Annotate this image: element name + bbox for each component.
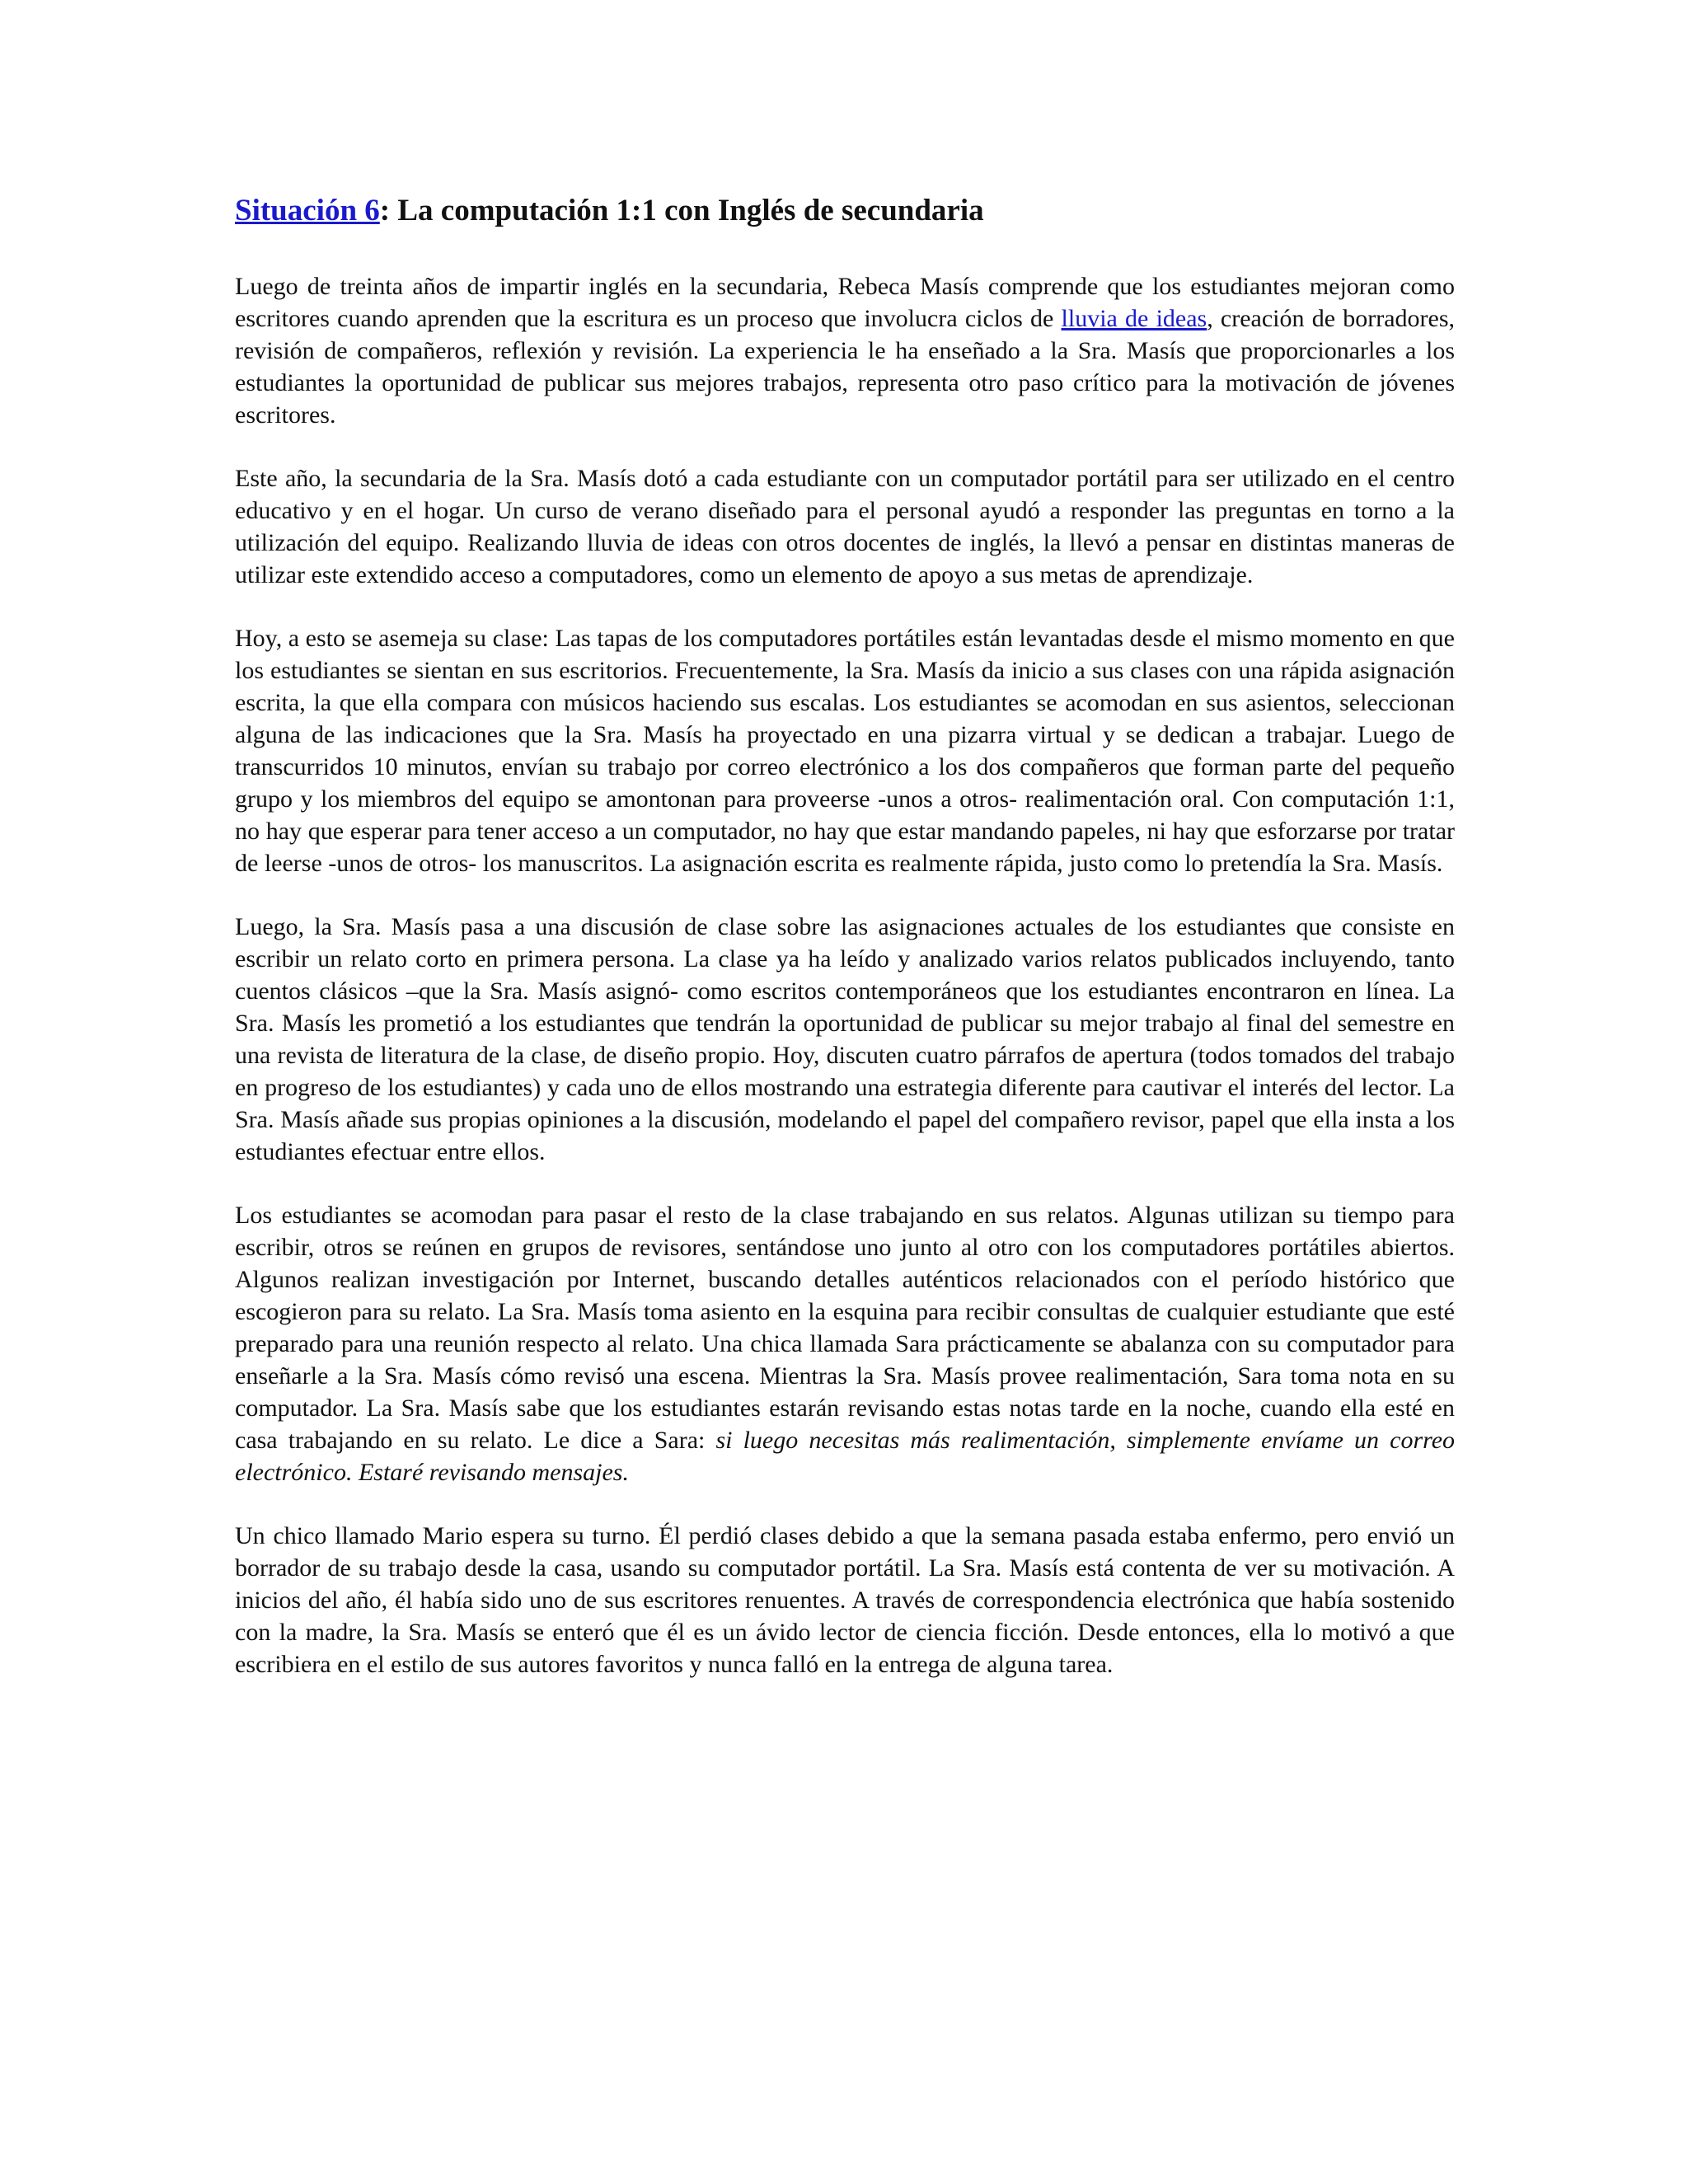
title-text: : La computación 1:1 con Inglés de secundaria xyxy=(379,194,984,227)
paragraph-3: Hoy, a esto se asemeja su clase: Las tapas de los computadores portátiles están levantadas desde el mismo momento en que los estudiantes se sientan en sus escritorios. Frecuentemente, la Sra. Masís da inicio a sus clases con una rápida asignación escrita, la que ella compara con músicos haciendo sus escalas. Los estudiantes se acomodan en sus asientos, seleccionan alguna de las indicaciones que la Sra. Masís ha proyectado en una pizarra virtual y se dedican a trabajar. Luego de transcurridos 10 minutos, envían su trabajo por correo electrónico a los dos compañeros que forman parte del pequeño grupo y los miembros del equipo se amontonan para proveerse -unos a otros- realimentación oral. Con computación 1:1, no hay que esperar para tener acceso a un computador, no hay que estar mandando papeles, ni hay que esforzarse por tratar de leerse -unos de otros- los manuscritos. La asignación escrita es realmente rápida, justo como lo pretendía la Sra. Masís. xyxy=(235,625,1455,877)
document-page xyxy=(235,191,1455,1712)
paragraph-1-text-a: Luego de treinta años de impartir inglés en la secundaria, Rebeca Masís comprende que los estudiantes mejoran como escritores cuando aprenden que la escritura es un proceso que involucra ciclos de xyxy=(235,273,1455,332)
paragraph-4: Luego, la Sra. Masís pasa a una discusión de clase sobre las asignaciones actuales de los estudiantes que consiste en escribir un relato corto en primera persona. La clase ya ha leído y analizado varios relatos publicados incluyendo, tanto cuentos clásicos –que la Sra. Masís asignó- como escritos contemporáneos que los estudiantes encontraron en línea. La Sra. Masís les prometió a los estudiantes que tendrán la oportunidad de publicar su mejor trabajo al final del semestre en una revista de literatura de la clase, de diseño propio. Hoy, discuten cuatro párrafos de apertura (todos tomados del trabajo en progreso de los estudiantes) y cada uno de ellos mostrando una estrategia diferente para cautivar el interés del lector. La Sra. Masís añade sus propias opiniones a la discusión, modelando el papel del compañero revisor, papel que ella insta a los estudiantes efectuar entre ellos. xyxy=(235,913,1455,1165)
paragraph-5-quote: si luego necesitas más realimentación, simplemente envíame un correo electrónico. Estaré revisando mensajes. xyxy=(235,1427,1456,1486)
paragraph-5-text: Los estudiantes se acomodan para pasar el resto de la clase trabajando en sus relatos. Algunas utilizan su tiempo para escribir, otros se reúnen en grupos de revisores, sentándose uno junto al otro con los computadores portátiles abiertos. Algunos realizan investigación por Internet, buscando detalles auténticos relacionados con el período histórico que escogieron para su relato. La Sra. Masís toma asiento en la esquina para recibir consultas de cualquier estudiante que esté preparado para una reunión respecto al relato. Una chica llamada Sara prácticamente se abalanza con su computador para enseñarle a la Sra. Masís cómo revisó una escena. Mientras la Sra. Masís provee realimentación, Sara toma nota en su computador. La Sra. Masís sabe que los estudiantes estarán revisando estas notas tarde en la noche, cuando ella esté en casa trabajando en su relato. Le dice a Sara: xyxy=(235,1202,1455,1454)
paragraph-1-text-b: , creación de borradores, revisión de compañeros, reflexión y revisión. La experiencia le ha enseñado a la Sra. Masís que proporcionarles a los estudiantes la oportunidad de publicar sus mejores trabajos, representa otro paso crítico para la motivación de jóvenes escritores. xyxy=(235,305,1455,429)
paragraph-2: Este año, la secundaria de la Sra. Masís dotó a cada estudiante con un computador portátil para ser utilizado en el centro educativo y en el hogar. Un curso de verano diseñado para el personal ayudó a responder las preguntas en torno a la utilización del equipo. Realizando lluvia de ideas con otros docentes de inglés, la llevó a pensar en distintas maneras de utilizar este extendido acceso a computadores, como un elemento de apoyo a sus metas de aprendizaje. xyxy=(235,465,1455,588)
situacion-link[interactable]: Situación 6 xyxy=(235,194,380,227)
paragraph-6: Un chico llamado Mario espera su turno. Él perdió clases debido a que la semana pasada estaba enfermo, pero envió un borrador de su trabajo desde la casa, usando su computador portátil. La Sra. Masís está contenta de ver su motivación. A inicios del año, él había sido uno de sus escritores renuentes. A través de correspondencia electrónica que había sostenido con la madre, la Sra. Masís se enteró que él es un ávido lector de ciencia ficción. Desde entonces, ella lo motivó a que escribiera en el estilo de sus autores favoritos y nunca falló en la entrega de alguna tarea. xyxy=(235,1522,1455,1678)
lluvia-de-ideas-link[interactable]: lluvia de ideas xyxy=(1061,305,1207,332)
paragraph-1 xyxy=(235,270,1455,431)
paragraph-5 xyxy=(235,1199,1455,1488)
page-title xyxy=(235,191,1455,231)
